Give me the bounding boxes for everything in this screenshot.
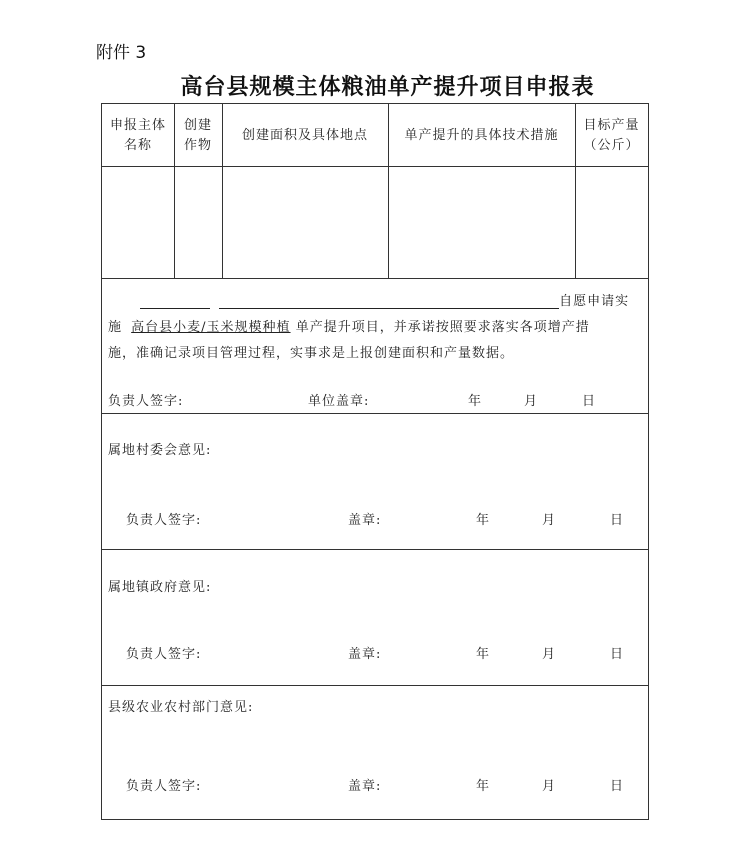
pledge-day: 日 (582, 394, 597, 409)
county-signature-label: 负责人签字: (126, 779, 202, 794)
town-signature-label: 负责人签字: (126, 647, 202, 662)
pledge-line-1: 自愿申请实 (140, 290, 629, 309)
town-year: 年 (476, 647, 491, 662)
cell-area-location[interactable] (223, 167, 388, 278)
header-crop: 创建 作物 (183, 118, 212, 153)
application-form-table (101, 103, 649, 820)
header-target-yield: 目标产量 （公斤） (583, 118, 640, 153)
town-opinion-heading: 属地镇政府意见: (108, 580, 212, 595)
cell-applicant-name[interactable] (102, 167, 174, 278)
applicant-blank-1[interactable] (140, 294, 210, 309)
attachment-label: 附件 3 (96, 43, 147, 63)
row-divider (102, 685, 648, 686)
county-day: 日 (610, 779, 625, 794)
project-name: 高台县小麦/玉米规模种植 (131, 320, 291, 335)
pledge-year: 年 (468, 394, 483, 409)
county-year: 年 (476, 779, 491, 794)
pledge-line-3: 施，准确记录项目管理过程，实事求是上报创建面积和产量数据。 (108, 346, 515, 361)
town-month: 月 (542, 647, 557, 662)
applicant-blank-2[interactable] (219, 294, 559, 309)
cell-crop[interactable] (175, 167, 222, 278)
header-tech-measures: 单产提升的具体技术措施 (404, 128, 559, 143)
row-divider (102, 549, 648, 550)
header-applicant-name: 申报主体 名称 (109, 118, 166, 153)
pledge-seal-label: 单位盖章: (308, 394, 370, 409)
cell-tech-measures[interactable] (389, 167, 575, 278)
header-area-location: 创建面积及具体地点 (241, 128, 368, 143)
county-month: 月 (542, 779, 557, 794)
village-year: 年 (476, 513, 491, 528)
pledge-line-2: 施 高台县小麦/玉米规模种植 单产提升项目，并承诺按照要求落实各项增产措 (108, 320, 590, 335)
county-opinion-heading: 县级农业农村部门意见: (108, 700, 254, 715)
town-day: 日 (610, 647, 625, 662)
village-seal-label: 盖章: (348, 513, 382, 528)
pledge-month: 月 (524, 394, 539, 409)
pledge-signature-label: 负责人签字: (108, 394, 184, 409)
village-month: 月 (542, 513, 557, 528)
cell-target-yield[interactable] (576, 167, 648, 278)
form-title: 高台县规模主体粮油单产提升项目申报表 (180, 74, 595, 100)
county-seal-label: 盖章: (348, 779, 382, 794)
row-divider (102, 278, 648, 279)
village-signature-label: 负责人签字: (126, 513, 202, 528)
village-day: 日 (610, 513, 625, 528)
row-divider (102, 413, 648, 414)
town-seal-label: 盖章: (348, 647, 382, 662)
village-opinion-heading: 属地村委会意见: (108, 443, 212, 458)
